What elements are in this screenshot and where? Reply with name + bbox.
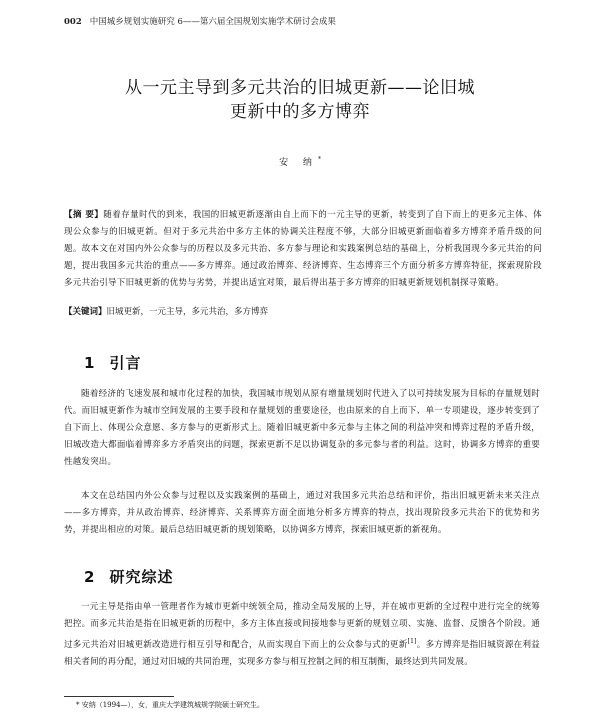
section-1-paragraph-2: 本文在总结国内外公众参与过程以及实践案例的基础上，通过对我国多元共治总结和评价，指出旧城更新未来关注点——多方博弈，并从政治博弈、经济博弈、关系博弈方面全面地分析多方博弈的特点，找出现阶段多元共治下的优势和劣势，并提出相应的对策。最后总结旧城更新的规划策略，以协调多方博弈，探索旧城更新的新视角。	[64, 491, 540, 535]
section-2-number: 2	[84, 568, 96, 586]
abstract-text: 随着存量时代的到来，我国的旧城更新逐渐由自上而下的一元主导的更新，转变到了自下而上的更多元主体、体现公众参与的旧城更新。但对于多元共治中多方主体的协调关注程度不够，大部分旧城更新面临着多方博弈矛盾升级的问题。故本文在对国内外公众参与的历程以及多元共治、多方参与理论和实践案例总结的基础上，分析我国现今多元共治的问题，提出我国多元共治的重点——多方博弈。通过政治博弈、经济博弈、生态博弈三个方面分析多方博弈特征，探索现阶段多元共治引导下旧城更新的优势与劣势，并提出适宜对策，最后得出基于多方博弈的旧城更新规划机制探寻策略。	[64, 210, 542, 288]
section-1-number: 1	[84, 354, 96, 372]
keywords-text: 旧城更新，一元主导，多元共治，多方博弈	[106, 307, 269, 317]
keywords	[64, 305, 542, 319]
running-title: 中国城乡规划实施研究 6——第六届全国规划实施学术研讨会成果	[89, 17, 336, 27]
page-number: 002	[64, 17, 82, 27]
author-name: 安 纳	[279, 158, 318, 168]
abstract-label: 【摘 要】	[64, 210, 104, 220]
section-2-title: 研究综述	[109, 568, 174, 586]
footnote: * 安纳（1994—），女，重庆大学建筑城规学院硕士研究生。	[76, 701, 265, 709]
running-header	[64, 16, 544, 28]
section-2-paragraph-1-text: 一元主导是指由单一管理者作为城市更新中统领全局，推动全局发展的上导，并在城市更新的全过程中进行完全的统筹把控。而多元共治是指在旧城更新的历程中，多方主体直接或间接地参与更新的规划立项、实施、监督、反馈各个阶段。通过多元共治对旧城更新改造进行相互引导和配合，从而实现自下而上的公众参与式的更新	[64, 602, 540, 650]
author-footnote-mark: *	[317, 156, 321, 163]
section-2-heading	[84, 566, 173, 587]
section-2-paragraph-1-tail: 。多方博弈是指旧城资源在利益相关者间的再分配，通过对旧城的共同治理，实现多方参与相互控制之间的相互制衡，最终达到共同发展。	[64, 639, 540, 667]
abstract	[64, 207, 542, 292]
title-line-1: 从一元主导到多元共治的旧城更新——论旧城	[125, 78, 475, 98]
section-1-paragraph-1: 随着经济的飞速发展和城市化过程的加快，我国城市规划从原有增量规划时代进入了以可持续发展为目标的存量规划时代。而旧城更新作为城市空间发展的主要手段和存量规划的重要途径，也由原来的自上而下、单一专项建设，逐步转变到了自下而上、体现公众意愿、多方参与的更新形式上。随着旧城更新中多元参与主体之间的利益冲突和博弈过程的矛盾升级，旧城改造大都面临着博弈多方矛盾突出的问题，探索更新不足以协调复杂的多元参与者的利益。这时，协调多方博弈的重要性越发突出。	[64, 389, 540, 467]
section-1-heading	[84, 352, 141, 373]
citation-ref[interactable]: [1]	[407, 638, 417, 645]
keywords-label: 【关键词】	[64, 307, 107, 317]
section-2-paragraph-1	[64, 599, 540, 671]
footnote-divider	[64, 696, 174, 697]
paper-title	[60, 76, 540, 124]
section-1-title: 引言	[109, 354, 142, 372]
author	[0, 155, 600, 168]
title-line-2: 更新中的多方博弈	[230, 102, 370, 122]
